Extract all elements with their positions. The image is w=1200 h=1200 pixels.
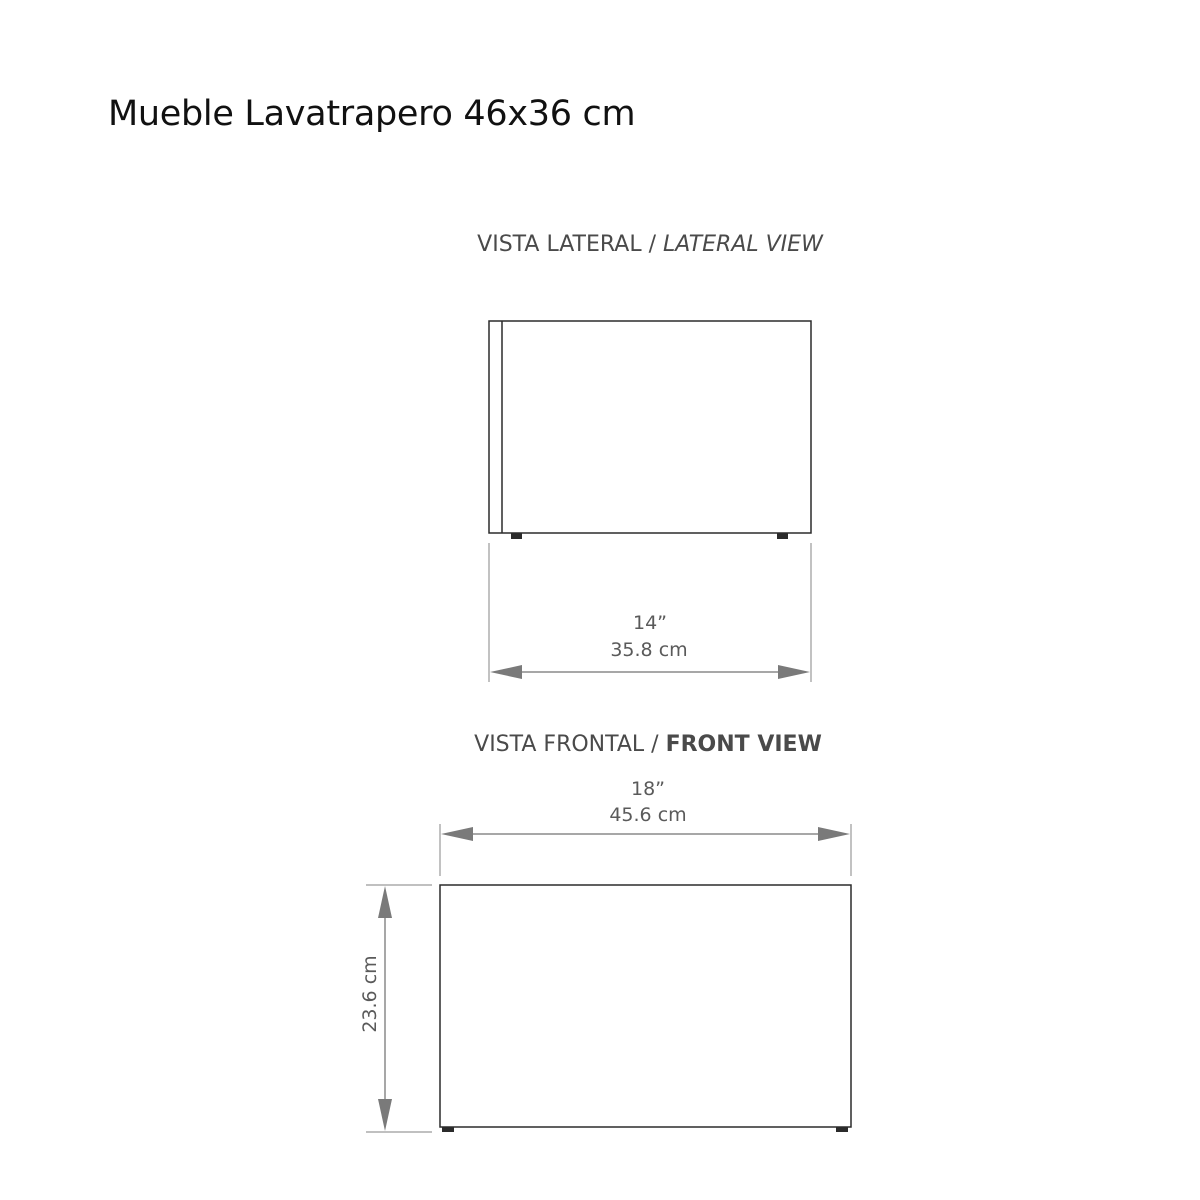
lateral-view-title bbox=[477, 232, 824, 257]
front-view-title-es: VISTA FRONTAL / bbox=[474, 732, 666, 757]
front-height-cm: 23.6 cm bbox=[359, 955, 381, 1033]
front-height-dimension bbox=[359, 885, 432, 1132]
front-cabinet-body bbox=[440, 885, 851, 1127]
lateral-dimension bbox=[489, 543, 811, 682]
lateral-dimension-cm: 35.8 cm bbox=[610, 639, 688, 661]
front-foot-right bbox=[836, 1127, 848, 1132]
page-title: Mueble Lavatrapero 46x36 cm bbox=[108, 94, 636, 134]
front-view-title-en: FRONT VIEW bbox=[665, 732, 822, 757]
lateral-arrow-right bbox=[778, 665, 810, 679]
lateral-view-title-es: VISTA LATERAL / bbox=[477, 232, 663, 257]
lateral-foot-left bbox=[511, 533, 522, 539]
front-width-dimension bbox=[440, 778, 851, 876]
lateral-cabinet-body bbox=[489, 321, 811, 533]
front-width-arrow-right bbox=[818, 827, 850, 841]
front-foot-left bbox=[442, 1127, 454, 1132]
lateral-dimension-inches: 14” bbox=[632, 612, 668, 634]
front-height-arrow-bottom bbox=[378, 1099, 392, 1131]
lateral-view-title-en: LATERAL VIEW bbox=[663, 232, 823, 257]
front-view-title bbox=[474, 732, 822, 757]
front-width-inches: 18” bbox=[630, 778, 666, 800]
front-width-arrow-left bbox=[441, 827, 473, 841]
lateral-arrow-left bbox=[490, 665, 522, 679]
lateral-view-cabinet bbox=[489, 321, 811, 539]
front-view-cabinet bbox=[440, 885, 851, 1132]
front-width-cm: 45.6 cm bbox=[609, 804, 687, 826]
lateral-foot-right bbox=[777, 533, 788, 539]
front-height-arrow-top bbox=[378, 886, 392, 918]
